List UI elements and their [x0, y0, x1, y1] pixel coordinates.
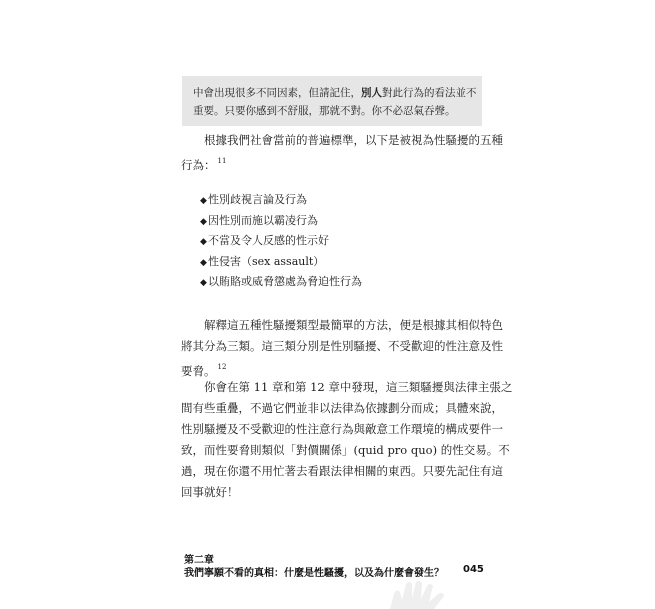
list-item: ◆性別歧視言論及行為	[200, 190, 362, 211]
page-number: 045	[463, 564, 484, 575]
para3-line-3: 性別騷擾及不受歡迎的性注意行為與敵意工作環境的構成要件一	[181, 422, 503, 436]
callout-line-1: 中會出現很多不同因素，但請記住，別人對此行為的看法並不	[193, 87, 477, 99]
hand-watermark-icon	[380, 580, 460, 609]
footnote-11: 11	[217, 157, 227, 165]
diamond-bullet-icon: ◆	[200, 257, 207, 268]
footer-chapter: 第二章	[184, 555, 214, 566]
footer-title: 我們寧願不看的真相：什麼是性騷擾，以及為什麼會發生？	[184, 568, 444, 579]
diamond-bullet-icon: ◆	[200, 278, 207, 288]
list-item: ◆性侵害（sex assault）	[200, 252, 362, 273]
diamond-bullet-icon: ◆	[200, 216, 207, 227]
intro-paragraph	[181, 130, 503, 172]
para2-line-1: 解釋這五種性騷擾類型最簡單的方法，便是根據其相似特色	[204, 318, 503, 332]
para3-line-6: 回事就好！	[181, 485, 239, 499]
harassment-types-list	[200, 190, 362, 293]
para3-line-1: 你會在第 11 章和第 12 章中發現，這三類騷擾與法律主張之	[204, 380, 513, 394]
diamond-bullet-icon: ◆	[200, 196, 207, 206]
intro-line-2: 行為： $^{11}$	[181, 157, 227, 172]
classification-paragraph	[181, 315, 503, 378]
list-item: ◆不當及令人反感的性示好	[200, 231, 362, 252]
intro-line-1: 根據我們社會當前的普遍標準，以下是被視為性騷擾的五種	[204, 133, 503, 147]
para2-line-3: 要脅。 $^{12}$	[181, 363, 227, 378]
callout-box	[182, 76, 482, 126]
list-item: ◆以賄賂或威脅懲處為脅迫性行為	[200, 272, 362, 293]
para3-line-4: 致，而性要脅則類似「對價關係」(quid pro quo) 的性交易。不	[181, 443, 510, 457]
list-item: ◆因性別而施以霸凌行為	[200, 211, 362, 232]
para2-line-2: 將其分為三類。這三類分別是性別騷擾、不受歡迎的性注意及性	[181, 339, 503, 353]
para3-line-5: 過，現在你還不用忙著去看跟法律相關的東西。只要先記住有這	[181, 464, 503, 478]
callout-line-2: 重要。只要你感到不舒服，那就不對。你不必忍氣吞聲。	[193, 105, 456, 117]
para3-line-2: 間有些重疊，不過它們並非以法律為依據劃分而成；具體來說，	[181, 401, 503, 415]
diamond-bullet-icon: ◆	[200, 237, 207, 247]
callout-emphasis: 別人	[361, 87, 382, 99]
overlap-paragraph	[181, 377, 513, 503]
footnote-12: 12	[217, 363, 227, 371]
